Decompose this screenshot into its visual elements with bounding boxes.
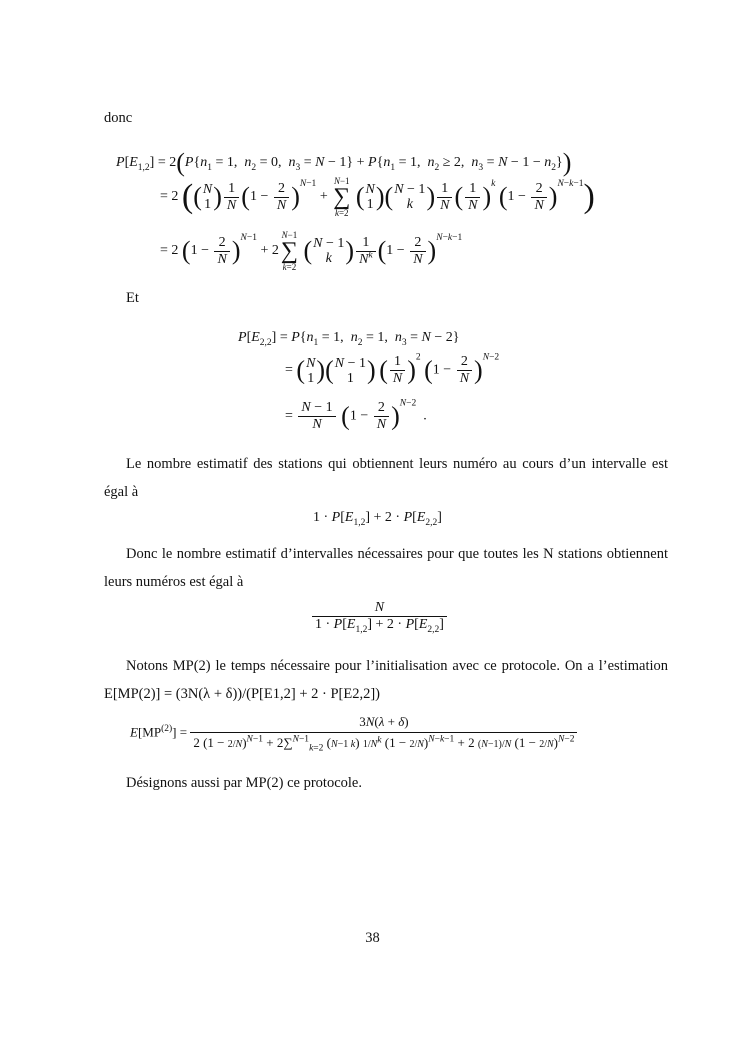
equation-sum-expectation: $1 \cdot P[E_{1,2}] + 2 \cdot P[E_{2,2}]$ (313, 510, 442, 528)
equation-pe12-line2: = 2 (( N 1 ) $\frac{1}{N}$ (1 − $\frac{2}{N}$ )$^{N-1}$ + N−1 ∑ k=2 ( N 1 )( N − 1 k ) $\frac{1}{N}$ ( $\frac{1}{N}$ )$^k$ (1 − $\frac{2}{N}$ )$^{N-k-1}$) (160, 176, 595, 218)
equation-pe22-line2: = ( N 1 )( N − 1 1 ) ( $\frac{1}{N}$ )$^2$ (1 − $\frac{2}{N}$ )$^{N-2}$ (285, 352, 500, 386)
equation-pe22: $P[E_{2,2}] = P\{n_1 = 1$, $n_2 = 1$, $n_3 = N - 2$} (238, 330, 460, 348)
text-donc: donc (104, 110, 133, 126)
paragraph-notons: Notons MP(2) le temps nécessaire pour l’initialisation avec ce protocole. On a l’estimation E[MP(2)] = (3N(λ + δ))/(P[E1,2] + 2 · P[E2,2]) (104, 658, 668, 702)
page-number: 38 (365, 930, 380, 946)
paragraph-intervalles: Donc le nombre estimatif d’intervalles nécessaires pour que toutes les N stations obtiennent leurs numéros est égal à (104, 546, 668, 590)
equation-pe12: $P[E_{1,2}] = 2(P\{n_1 = 1$, $n_2 = 0$, $n_3 = N - 1\} + P\{n_1 = 1$, $n_2 \ge 2$, $n_3 = N - 1 - n_2$}) (116, 148, 572, 177)
equation-pe22-line3: = $\frac{N - 1}{N}$ (1 − $\frac{2}{N}$ )$^{N-2}$ . (285, 398, 427, 432)
equation-pe12-line3: = 2 (1 − $\frac{2}{N}$ )$^{N-1}$ + 2 N−1 ∑ k=2 ( N − 1 k ) $\frac{1}{N^k}$ (1 − $\frac{2}{N}$ )$^{N-k-1}$ (160, 230, 463, 272)
equation-intervals-fraction: $\frac{N}{1 \cdot P[E_{1,2}] + 2 \cdot P[E_{2,2}]}$ (312, 600, 447, 633)
paragraph-designons: Désignons aussi par MP(2) ce protocole. (126, 775, 362, 791)
text-et: Et (126, 290, 139, 306)
paragraph-nombre-stations: Le nombre estimatif des stations qui obtiennent leurs numéro au cours d’un intervalle est égal à (104, 456, 668, 500)
equation-expectation-mp2: $E[MP^{(2)}]$ = 3N(λ + δ) 2 $(1 - 2/N)^{N-1} + 2\sum^{N-1}_{k=2}$ (N−1 k) $1/N^k$ $(1 - 2/N)^{N-k-1} + 2$ (N−1)/N $(1 - 2/N)^{N-2}$ (130, 712, 577, 755)
